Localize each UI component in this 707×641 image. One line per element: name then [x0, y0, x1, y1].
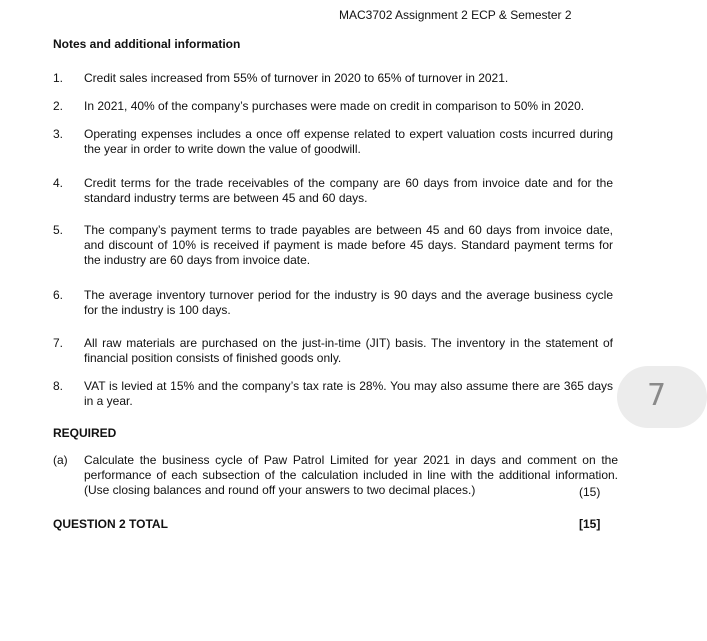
note-item-8 — [53, 379, 613, 409]
question-total-label: QUESTION 2 TOTAL — [53, 517, 168, 531]
note-text: Operating expenses includes a once off expense related to expert valuation costs incurred during the year in order to write down the value of goodwill. — [84, 127, 613, 156]
required-item-label: (a) — [53, 453, 68, 467]
required-item-marks: (15) — [579, 485, 601, 499]
note-number: 6. — [53, 288, 64, 302]
document-header: MAC3702 Assignment 2 ECP & Semester 2 — [339, 8, 572, 22]
page-number-tab[interactable] — [617, 366, 707, 428]
note-number: 5. — [53, 223, 64, 237]
note-item-5 — [53, 223, 613, 268]
note-number: 4. — [53, 176, 64, 190]
note-item-2 — [53, 99, 613, 114]
note-number: 2. — [53, 99, 64, 113]
note-number: 3. — [53, 127, 64, 141]
note-number: 1. — [53, 71, 64, 85]
question-total-marks: [15] — [579, 517, 601, 531]
required-heading: REQUIRED — [53, 426, 117, 440]
note-text: Credit sales increased from 55% of turnover in 2020 to 65% of turnover in 2021. — [84, 71, 509, 85]
note-item-3 — [53, 127, 613, 157]
note-text: In 2021, 40% of the company’s purchases were made on credit in comparison to 50% in 2020. — [84, 99, 585, 113]
page-number: 7 — [647, 378, 667, 413]
note-text: The average inventory turnover period for the industry is 90 days and the average business cycle for the industry is 100 days. — [84, 288, 613, 317]
notes-heading: Notes and additional information — [53, 37, 241, 51]
note-text: All raw materials are purchased on the just-in-time (JIT) basis. The inventory in the statement of financial position consists of finished goods only. — [84, 336, 613, 365]
note-item-7 — [53, 336, 613, 366]
note-number: 8. — [53, 379, 64, 393]
required-item-text: Calculate the business cycle of Paw Patrol Limited for year 2021 in days and comment on the performance of each subsection of the calculation included in line with the additional information. (Use closing balances and round off your answers to two decimal places.) — [84, 453, 618, 497]
note-text: The company’s payment terms to trade payables are between 45 and 60 days from invoice date, and discount of 10% is received if payment is made before 45 days. Standard payment terms for the industry are 60 days from invoice date. — [84, 223, 613, 267]
note-text: VAT is levied at 15% and the company’s tax rate is 28%. You may also assume there are 365 days in a year. — [84, 379, 613, 408]
note-item-4 — [53, 176, 613, 206]
note-item-6 — [53, 288, 613, 318]
required-item-a — [53, 453, 623, 498]
note-item-1 — [53, 71, 613, 86]
note-number: 7. — [53, 336, 64, 350]
note-text: Credit terms for the trade receivables of the company are 60 days from invoice date and for the standard industry terms are between 45 and 60 days. — [84, 176, 613, 205]
